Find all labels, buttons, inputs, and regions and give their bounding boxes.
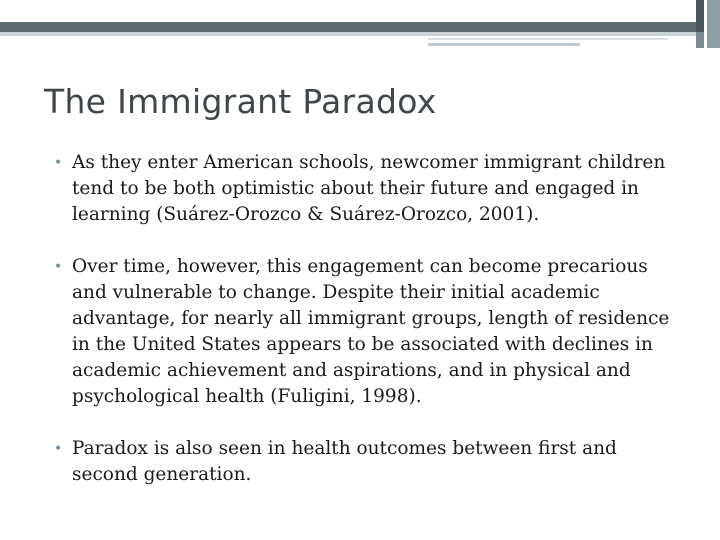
header-rule-long: [428, 38, 668, 40]
slide-title: The Immigrant Paradox: [44, 82, 437, 121]
bullet-list: [52, 150, 682, 514]
bullet-marker: •: [54, 259, 63, 275]
header-band: [0, 22, 696, 32]
bullet-item: [52, 150, 682, 228]
corner-tab-light: [707, 0, 720, 48]
header-rule-short: [428, 43, 580, 46]
bullet-text: Over time, however, this engagement can become precarious and vulnerable to change. Despite their initial academic advantage, for nearly all immigrant groups, length of residence in the United States appears to be associated with declines in academic achievement and aspirations, and in physical and psychological health (Fuligini, 1998).: [72, 256, 670, 407]
header-band-accent: [0, 32, 696, 36]
bullet-item: [52, 436, 682, 488]
bullet-marker: •: [54, 441, 63, 457]
bullet-text: Paradox is also seen in health outcomes between first and second generation.: [72, 438, 617, 485]
bullet-text: As they enter American schools, newcomer immigrant children tend to be both optimistic about their future and engaged in learning (Suárez-Orozco & Suárez-Orozco, 2001).: [72, 152, 666, 225]
bullet-item: [52, 254, 682, 410]
corner-tab-mid: [696, 32, 704, 48]
bullet-marker: •: [54, 155, 63, 171]
